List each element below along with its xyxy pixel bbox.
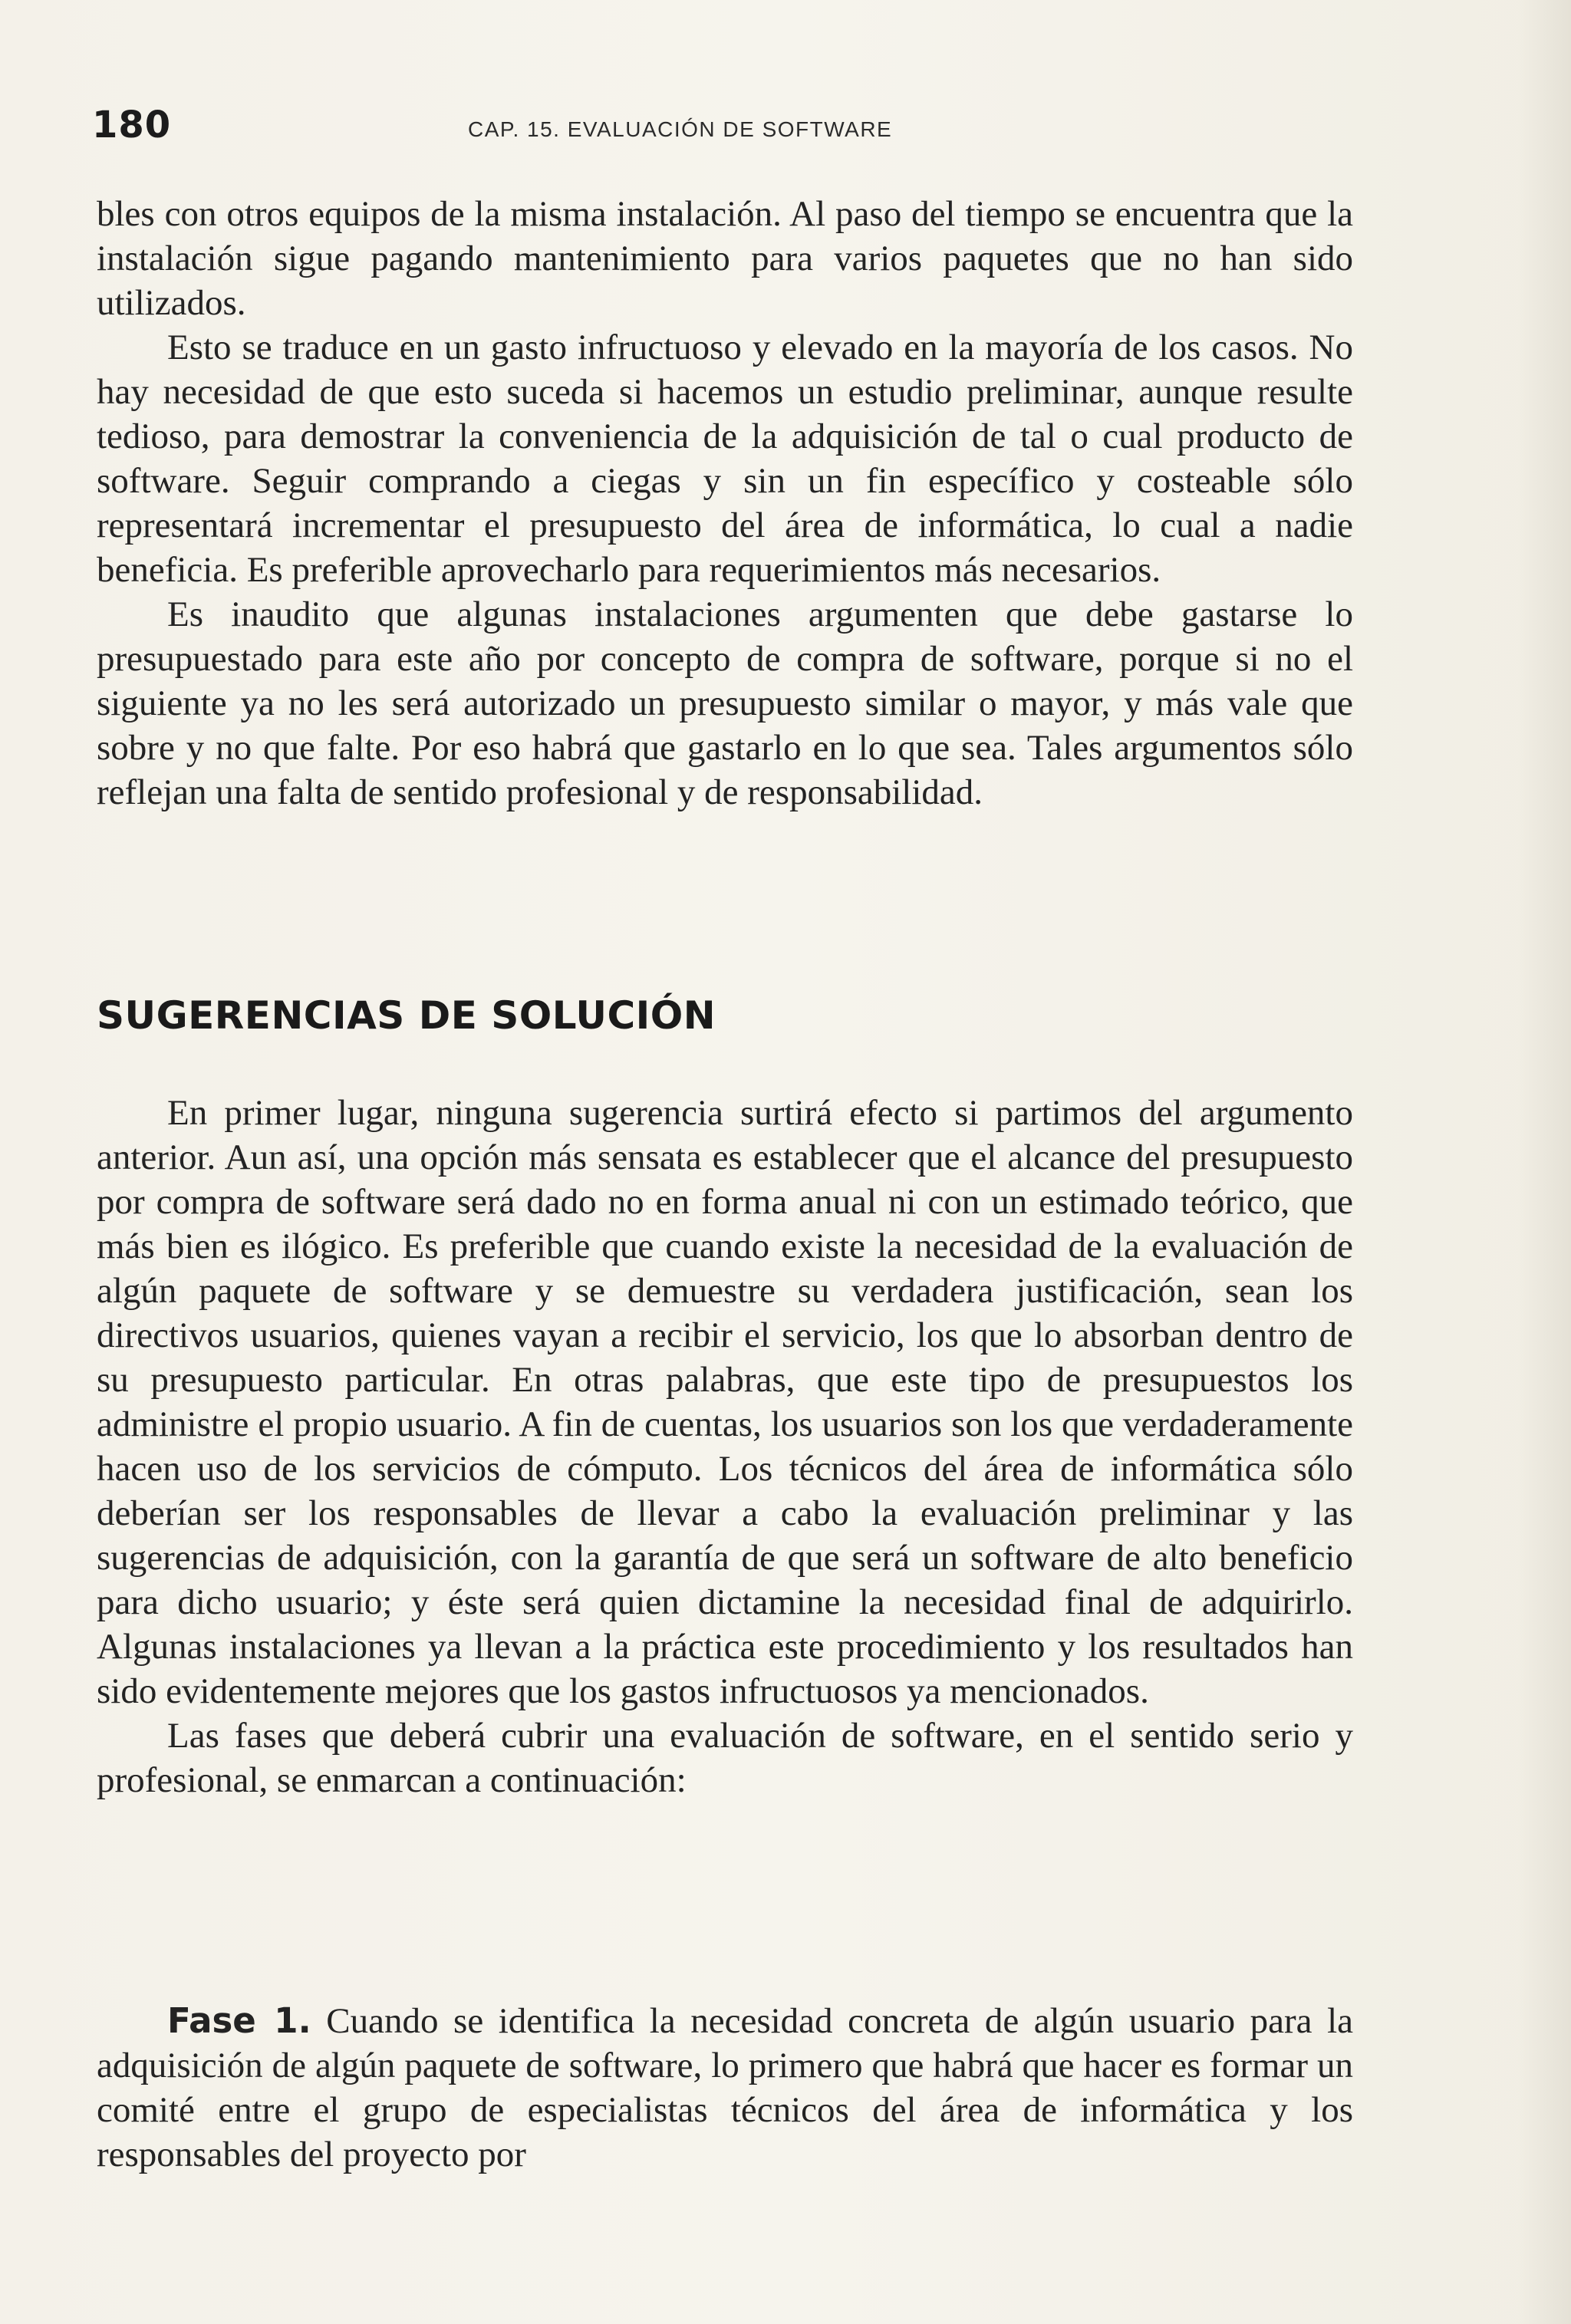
section-text-block bbox=[97, 1091, 1353, 1802]
phase-1-label: Fase 1. bbox=[167, 2000, 311, 2041]
phase-1-block bbox=[97, 1999, 1353, 2177]
page-number: 180 bbox=[92, 104, 172, 146]
running-head: CAP. 15. EVALUACIÓN DE SOFTWARE bbox=[468, 117, 893, 141]
page-header bbox=[92, 104, 1350, 157]
phase-1-paragraph bbox=[97, 1999, 1353, 2177]
paragraph: Esto se traduce en un gasto infructuoso y elevado en la mayoría de los casos. No hay necesidad de que esto suceda si hacemos un estudio preliminar, aunque resulte tedioso, para demostrar la conveniencia de la adquisición de tal o cual producto de software. Seguir comprando a ciegas y sin un fin específico y costeable sólo representará incrementar el presupuesto del área de informática, lo cual a nadie beneficia. Es preferible aprovecharlo para requerimientos más necesarios. bbox=[97, 328, 1353, 590]
paragraph: Las fases que deberá cubrir una evaluación de software, en el sentido serio y profesional, se enmarcan a continuación: bbox=[97, 1716, 1353, 1800]
paragraph: bles con otros equipos de la misma instalación. Al paso del tiempo se encuentra que la instalación sigue pagando mantenimiento para varios paquetes que no han sido utilizados. bbox=[97, 194, 1353, 323]
paragraph: En primer lugar, ninguna sugerencia surtirá efecto si partimos del argumento anterior. Aun así, una opción más sensata es establecer que el alcance del presupuesto por compra de software será dado no en forma anual ni con un estimado teórico, que más bien es ilógico. Es preferible que cuando existe la necesidad de la evaluación de algún paquete de software y se demuestre su verdadera justificación, sean los directivos usuarios, quienes vayan a recibir el servicio, los que lo absorban dentro de su presupuesto particular. En otras palabras, que este tipo de presupuestos los administre el propio usuario. A fin de cuentas, los usuarios son los que verdaderamente hacen uso de los servicios de cómputo. Los técnicos del área de informática sólo deberían ser los responsables de llevar a cabo la evaluación preliminar y las sugerencias de adquisición, con la garantía de que será un software de alto beneficio para dicho usuario; y éste será quien dictamine la necesidad final de adquirirlo. Algunas instalaciones ya llevan a la práctica este procedimiento y los resultados han sido evidentemente mejores que los gastos infructuosos ya mencionados. bbox=[97, 1093, 1353, 1711]
intro-text-block bbox=[97, 192, 1353, 815]
phase-1-text: Cuando se identifica la necesidad concreta de algún usuario para la adquisición de algún paquete de software, lo primero que habrá que hacer es formar un comité entre el grupo de especialistas técnicos del área de informática y los responsables del proyecto por bbox=[97, 2001, 1354, 2174]
page-edge-shadow bbox=[1517, 0, 1571, 2324]
paragraph: Es inaudito que algunas instalaciones argumenten que debe gastarse lo presupuestado para este año por concepto de compra de software, porque si no el siguiente ya no les será autorizado un presupuesto similar o mayor, y más vale que sobre y no que falte. Por eso habrá que gastarlo en lo que sea. Tales argumentos sólo reflejan una falta de sentido profesional y de responsabilidad. bbox=[97, 594, 1353, 812]
section-heading: SUGERENCIAS DE SOLUCIÓN bbox=[97, 993, 716, 1038]
